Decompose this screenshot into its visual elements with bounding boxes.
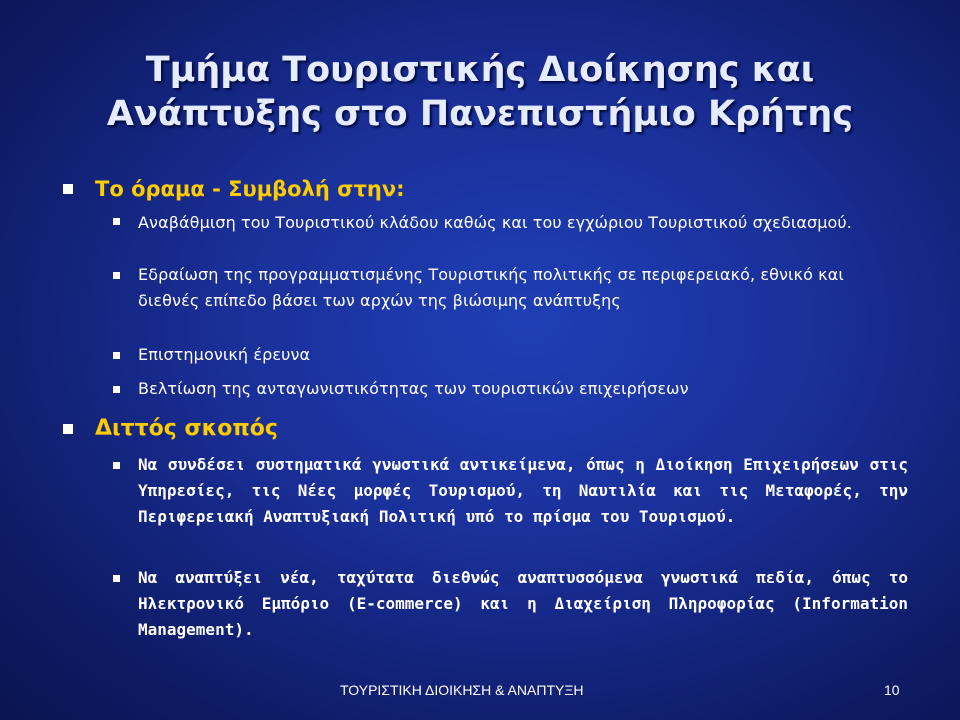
page-number: 10 xyxy=(884,682,900,698)
bullet-square-icon xyxy=(113,352,120,359)
bullet-square-icon xyxy=(113,462,120,469)
slide-footer: ΤΟΥΡΙΣΤΙΚΗ ΔΙΟΙΚΗΣΗ & ΑΝΑΠΤΥΞΗ xyxy=(340,682,584,698)
bullet-square-icon xyxy=(113,575,120,582)
slide-title xyxy=(0,48,960,136)
goal-item-2: Να αναπτύξει νέα, ταχύτατα διεθνώς αναπτυσσόμενα γνωστικά πεδία, όπως το Ηλεκτρονικό Εμπόριο (E-commerce) και η Διαχείριση Πληροφορίας (Information Management). xyxy=(138,568,908,639)
title-line-2: Ανάπτυξης στο Πανεπιστήμιο Κρήτης xyxy=(106,94,854,134)
goal-heading: Διττός σκοπός xyxy=(95,416,278,441)
vision-heading: Το όραμα - Συμβολή στην: xyxy=(95,177,405,201)
bullet-square-icon xyxy=(113,272,120,279)
goal-item-1: Να συνδέσει συστηματικά γνωστικά αντικείμενα, όπως η Διοίκηση Επιχειρήσεων στις Υπηρεσίες, τις Νέες μορφές Τουρισμού, τη Ναυτιλία και τις Μεταφορές, την Περιφερειακή Αναπτυξιακή Πολιτική υπό το πρίσμα του Τουρισμού. xyxy=(138,455,908,526)
bullet-square-icon xyxy=(63,424,73,434)
vision-item-4: Βελτίωση της ανταγωνιστικότητας των τουριστικών επιχειρήσεων xyxy=(138,379,689,398)
vision-item-3: Επιστημονική έρευνα xyxy=(138,345,311,364)
vision-item-2: Εδραίωση της προγραμματισμένης Τουριστικής πολιτικής σε περιφερειακό, εθνικό και διεθνές επίπεδο βάσει των αρχών της βιώσιμης ανάπτυξης xyxy=(138,265,844,310)
bullet-square-icon xyxy=(113,218,120,225)
vision-item-1: Αναβάθμιση του Τουριστικού κλάδου καθώς και του εγχώριου Τουριστικού σχεδιασμού. xyxy=(138,213,852,232)
title-line-1: Τμήμα Τουριστικής Διοίκησης και xyxy=(145,50,815,90)
bullet-square-icon xyxy=(113,386,120,393)
bullet-square-icon xyxy=(63,184,73,194)
